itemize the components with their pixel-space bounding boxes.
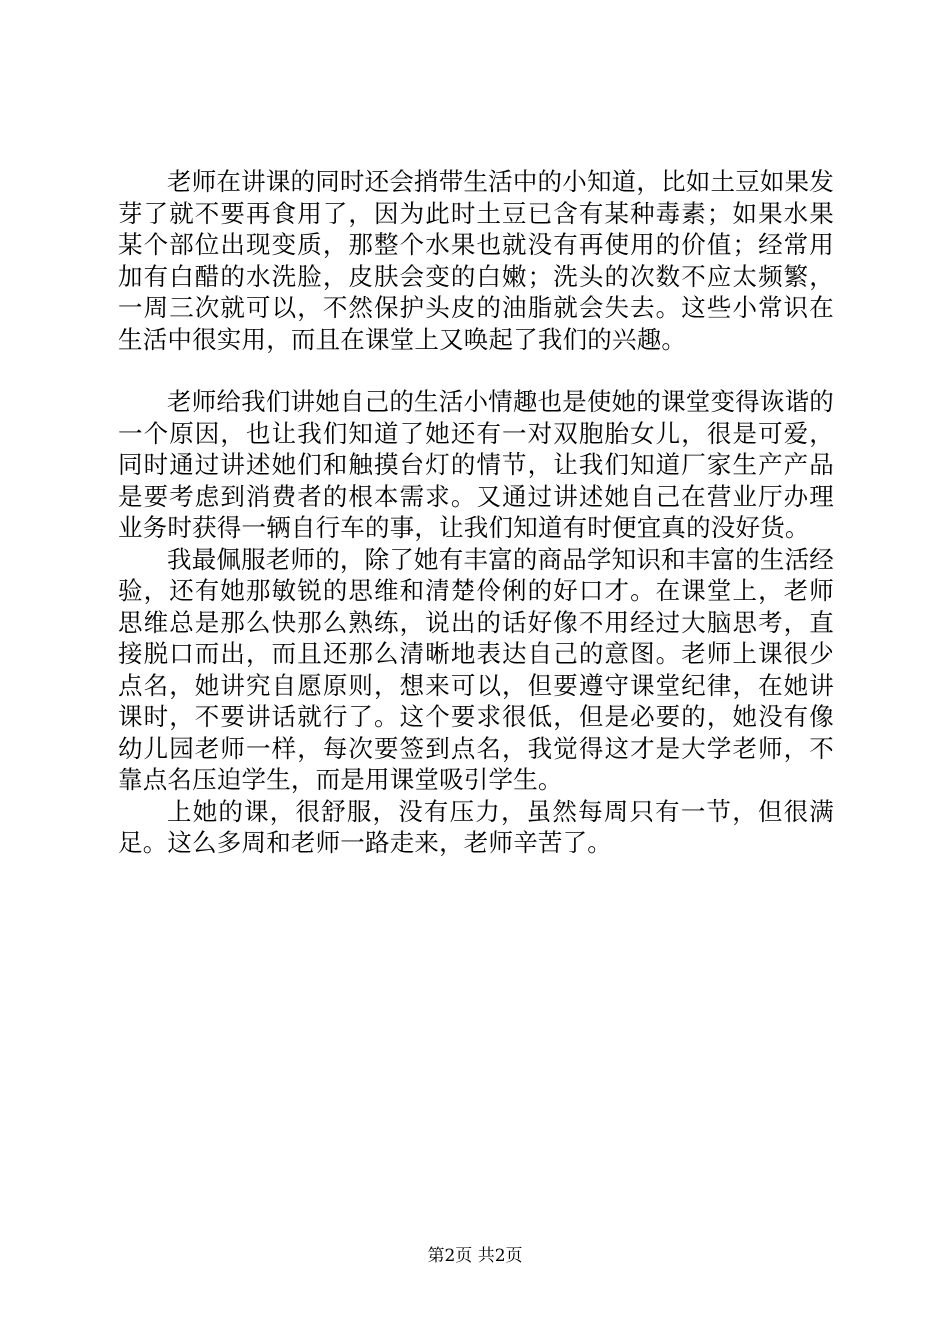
- paragraph-4: 上她的课，很舒服，没有压力，虽然每周只有一节，但很满足。这么多周和老师一路走来，老师辛苦了。: [118, 796, 834, 857]
- paragraph-1: 老师在讲课的同时还会捎带生活中的小知道，比如土豆如果发芽了就不要再食用了，因为此时土豆已含有某种毒素；如果水果某个部位出现变质，那整个水果也就没有再使用的价值；经常用加有白醋的水洗脸，皮肤会变的白嫩；洗头的次数不应太频繁，一周三次就可以，不然保护头皮的油脂就会失去。这些小常识在生活中很实用，而且在课堂上又唤起了我们的兴趣。: [118, 167, 834, 354]
- document-body: [118, 166, 834, 859]
- page-number-footer: 第2页 共2页: [427, 1246, 523, 1266]
- paragraph-3: 我最佩服老师的，除了她有丰富的商品学知识和丰富的生活经验，还有她那敏锐的思维和清楚伶俐的好口才。在课堂上，老师思维总是那么快那么熟练，说出的话好像不用经过大脑思考，直接脱口而出，而且还那么清晰地表达自己的意图。老师上课很少点名，她讲究自愿原则，想来可以，但要遵守课堂纪律，在她讲课时，不要讲话就行了。这个要求很低，但是必要的，她没有像幼儿园老师一样，每次要签到点名，我觉得这才是大学老师，不靠点名压迫学生，而是用课堂吸引学生。: [118, 544, 834, 794]
- paragraph-2: 老师给我们讲她自己的生活小情趣也是使她的课堂变得诙谐的一个原因，也让我们知道了她还有一对双胞胎女儿，很是可爱，同时通过讲述她们和触摸台灯的情节，让我们知道厂家生产产品是要考虑到消费者的根本需求。又通过讲述她自己在营业厅办理业务时获得一辆自行车的事，让我们知道有时便宜真的没好货。: [118, 387, 834, 542]
- paragraph-spacer: [118, 355, 834, 386]
